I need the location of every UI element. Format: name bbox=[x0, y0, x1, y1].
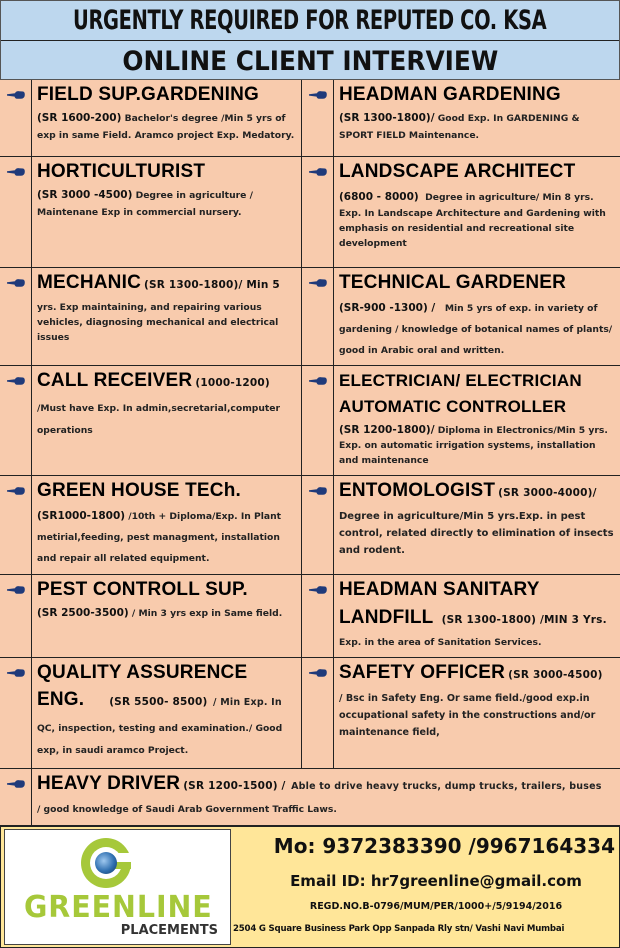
greenline-logo bbox=[4, 829, 231, 945]
job-title: MECHANIC bbox=[37, 272, 141, 293]
contact-footer bbox=[0, 826, 620, 948]
bullet-column bbox=[302, 366, 334, 475]
job-salary: (SR 3000-4000)/ bbox=[498, 487, 597, 499]
job-content bbox=[339, 578, 616, 651]
job-salary: (SR 1200-1800)/ bbox=[339, 424, 435, 436]
job-salary: (SR 3000-4500) bbox=[508, 669, 603, 681]
job-title: GREEN HOUSE TECh. bbox=[37, 480, 241, 501]
job-title: PEST CONTROLL SUP. bbox=[37, 579, 248, 600]
job-green-house-tech bbox=[0, 476, 302, 575]
bullet-column bbox=[302, 157, 334, 267]
job-content bbox=[37, 479, 297, 569]
bullet-column bbox=[302, 575, 334, 657]
job-description: Good Exp. In GARDENING & SPORT FIELD Maintenance. bbox=[339, 113, 580, 141]
job-description: Min 5 yrs of exp. in variety of gardening / knowledge of botanical names of plants/ good in Arabic oral and written. bbox=[339, 303, 613, 356]
job-title-line1: QUALITY ASSURENCE bbox=[37, 662, 248, 683]
bullet-column bbox=[0, 80, 32, 156]
bullet-column bbox=[0, 268, 32, 365]
job-content bbox=[339, 271, 616, 361]
job-title: SAFETY OFFICER bbox=[339, 662, 506, 683]
job-title: FIELD SUP.GARDENING bbox=[37, 84, 259, 105]
job-description: Exp. In Landscape Architecture and Gardening with emphasis on residential and recreational site development bbox=[339, 208, 606, 249]
job-safety-officer bbox=[302, 658, 620, 769]
job-field-sup-gardening bbox=[0, 80, 302, 157]
job-title: CALL RECEIVER bbox=[37, 370, 193, 391]
subheadline-text: ONLINE CLIENT INTERVIEW bbox=[122, 45, 498, 77]
job-description: Exp. in the area of Sanitation Services. bbox=[339, 637, 542, 648]
job-content bbox=[37, 83, 297, 144]
registration-number: REGD.NO.B-0796/MUM/PER/1000+/5/9194/2016 bbox=[309, 901, 563, 912]
job-title-row bbox=[339, 606, 616, 632]
job-content bbox=[37, 160, 297, 221]
headline-text: URGENTLY REQUIRED FOR REPUTED CO. KSA bbox=[73, 5, 547, 36]
bullet-column bbox=[0, 575, 32, 657]
pointing-hand-icon bbox=[7, 585, 25, 595]
job-salary: (SR 1300-1800)/ Min 5 bbox=[144, 279, 280, 291]
job-content bbox=[37, 369, 297, 442]
globe-g-logo-icon bbox=[81, 838, 131, 888]
job-title: LANDSCAPE ARCHITECT bbox=[339, 161, 576, 182]
job-details bbox=[37, 110, 297, 144]
bullet-column bbox=[0, 476, 32, 574]
job-title-row bbox=[37, 369, 297, 395]
job-electrician-automatic-controller bbox=[302, 366, 620, 476]
job-description: / Bsc in Safety Eng. Or same field./good exp.in occupational safety in the constructions and/or maintenance field, bbox=[339, 693, 596, 738]
header-banner bbox=[0, 0, 620, 80]
job-description: yrs. Exp maintaining, and repairing various vehicles, diagnosing mechanical and electrical issues bbox=[37, 302, 279, 343]
pointing-hand-icon bbox=[7, 779, 25, 789]
pointing-hand-icon bbox=[309, 376, 327, 386]
job-description: /10th + Diploma/Exp. In Plant metirial,feeding, pest managment, installation and repair all related equipment. bbox=[37, 511, 282, 564]
job-technical-gardener bbox=[302, 268, 620, 366]
job-pest-controll-sup bbox=[0, 575, 302, 658]
bullet-column bbox=[0, 658, 32, 768]
headline-urgently-required bbox=[1, 1, 619, 41]
office-address: 2504 G Square Business Park Opp Sanpada Rly stn/ Vashi Navi Mumbai bbox=[233, 924, 565, 934]
job-details bbox=[37, 187, 297, 221]
job-salary: (SR 2500-3500) bbox=[37, 607, 129, 619]
pointing-hand-icon bbox=[309, 668, 327, 678]
job-title-row bbox=[339, 661, 616, 687]
job-title: HORTICULTURIST bbox=[37, 161, 206, 182]
job-headman-gardening bbox=[302, 80, 620, 157]
job-title-row bbox=[37, 688, 297, 715]
job-content bbox=[339, 83, 616, 144]
pointing-hand-icon bbox=[309, 278, 327, 288]
bullet-column bbox=[0, 157, 32, 267]
email-address[interactable]: Email ID: hr7greenline@gmail.com bbox=[290, 872, 582, 890]
pointing-hand-icon bbox=[7, 486, 25, 496]
job-content bbox=[37, 578, 297, 622]
pointing-hand-icon bbox=[7, 90, 25, 100]
job-details bbox=[37, 605, 297, 622]
job-horticulturist bbox=[0, 157, 302, 268]
job-details bbox=[37, 506, 297, 569]
pointing-hand-icon bbox=[309, 585, 327, 595]
job-description: /Must have Exp. In admin,secretarial,computer operations bbox=[37, 403, 281, 436]
pointing-hand-icon bbox=[7, 668, 25, 678]
job-content bbox=[37, 661, 297, 762]
job-content bbox=[339, 160, 616, 251]
job-title-line2: LANDFILL bbox=[339, 607, 434, 628]
job-content bbox=[339, 661, 616, 741]
job-description: / Min 3 yrs exp in Same field. bbox=[131, 608, 283, 619]
pointing-hand-icon bbox=[7, 278, 25, 288]
pointing-hand-icon bbox=[309, 167, 327, 177]
job-salary: (SR 5500- 8500) bbox=[109, 696, 208, 708]
job-description: Degree in agriculture/Min 5 yrs.Exp. in pest control, related directly to elimination of insects and rodent. bbox=[339, 511, 614, 556]
job-description: Diploma in Electronics/Min 5 yrs. Exp. on automatic irrigation systems, installation and maintenance bbox=[339, 425, 608, 466]
job-call-receiver bbox=[0, 366, 302, 476]
job-content bbox=[37, 772, 616, 818]
bullet-column bbox=[302, 268, 334, 365]
logo-subtitle: PLACEMENTS bbox=[120, 923, 218, 938]
job-title-row bbox=[37, 271, 297, 297]
job-salary: (6800 - 8000) bbox=[339, 191, 419, 203]
job-details bbox=[339, 189, 616, 206]
job-mechanic bbox=[0, 268, 302, 366]
pointing-hand-icon bbox=[309, 90, 327, 100]
job-description-line1: Degree in agriculture/ Min 8 yrs. bbox=[425, 192, 594, 203]
job-title-row bbox=[37, 772, 616, 799]
job-title-line2: ENG. bbox=[37, 689, 85, 710]
job-description: / good knowledge of Saudi Arab Government Traffic Laws. bbox=[37, 804, 337, 815]
bullet-column bbox=[0, 769, 32, 825]
job-description-inline: Able to drive heavy trucks, dump trucks, trailers, buses bbox=[291, 781, 602, 792]
job-salary: (SR1000-1800) bbox=[37, 510, 126, 522]
headline-online-interview bbox=[1, 42, 619, 80]
job-description: Degree in agriculture / Maintenane Exp in commercial nursery. bbox=[37, 190, 253, 218]
job-quality-assurence-eng bbox=[0, 658, 302, 769]
job-description-inline: / Min Exp. In bbox=[213, 697, 282, 708]
logo-name: GREENLINE bbox=[24, 890, 213, 925]
job-details bbox=[339, 110, 616, 144]
job-title-line1: ELECTRICIAN/ ELECTRICIAN bbox=[339, 371, 582, 390]
job-salary: (SR-900 -1300) / bbox=[339, 302, 436, 314]
globe-icon bbox=[95, 852, 117, 874]
job-title-line1: HEADMAN SANITARY bbox=[339, 579, 540, 600]
mobile-numbers[interactable]: Mo: 9372383390 /9967164334 bbox=[273, 834, 615, 858]
bullet-column bbox=[302, 476, 334, 574]
contact-details bbox=[233, 827, 619, 947]
logo-name-wrap bbox=[11, 890, 226, 925]
job-title: TECHNICAL GARDENER bbox=[339, 272, 567, 293]
job-salary: (SR 1600-200) bbox=[37, 112, 122, 124]
job-salary: (SR 1300-1800) /MIN 3 Yrs. bbox=[441, 614, 607, 626]
job-salary: (SR 1200-1500) / bbox=[183, 780, 286, 792]
bullet-column bbox=[302, 80, 334, 156]
job-content bbox=[339, 369, 616, 468]
job-heavy-driver bbox=[0, 769, 620, 826]
job-content bbox=[339, 479, 616, 559]
job-entomologist bbox=[302, 476, 620, 575]
job-title-line2: AUTOMATIC CONTROLLER bbox=[339, 397, 567, 416]
job-title: HEAVY DRIVER bbox=[37, 773, 181, 794]
pointing-hand-icon bbox=[309, 486, 327, 496]
pointing-hand-icon bbox=[7, 376, 25, 386]
bullet-column bbox=[302, 658, 334, 768]
job-details bbox=[339, 423, 616, 468]
job-salary: (SR 1300-1800)/ bbox=[339, 112, 435, 124]
pointing-hand-icon bbox=[7, 167, 25, 177]
job-title-row bbox=[339, 479, 616, 505]
job-description: QC, inspection, testing and examination./ Good exp, in saudi aramco Project. bbox=[37, 723, 283, 756]
job-landscape-architect bbox=[302, 157, 620, 268]
job-title: ENTOMOLOGIST bbox=[339, 480, 496, 501]
job-title: HEADMAN GARDENING bbox=[339, 84, 561, 105]
job-description: Bachelor's degree /Min 5 yrs of exp in same Field. Aramco project Exp. Medatory. bbox=[37, 113, 295, 141]
job-salary: (1000-1200) bbox=[195, 377, 270, 389]
bullet-column bbox=[0, 366, 32, 475]
job-details bbox=[339, 298, 616, 361]
job-headman-sanitary-landfill bbox=[302, 575, 620, 658]
job-salary: (SR 3000 -4500) bbox=[37, 189, 133, 201]
job-content bbox=[37, 271, 297, 345]
